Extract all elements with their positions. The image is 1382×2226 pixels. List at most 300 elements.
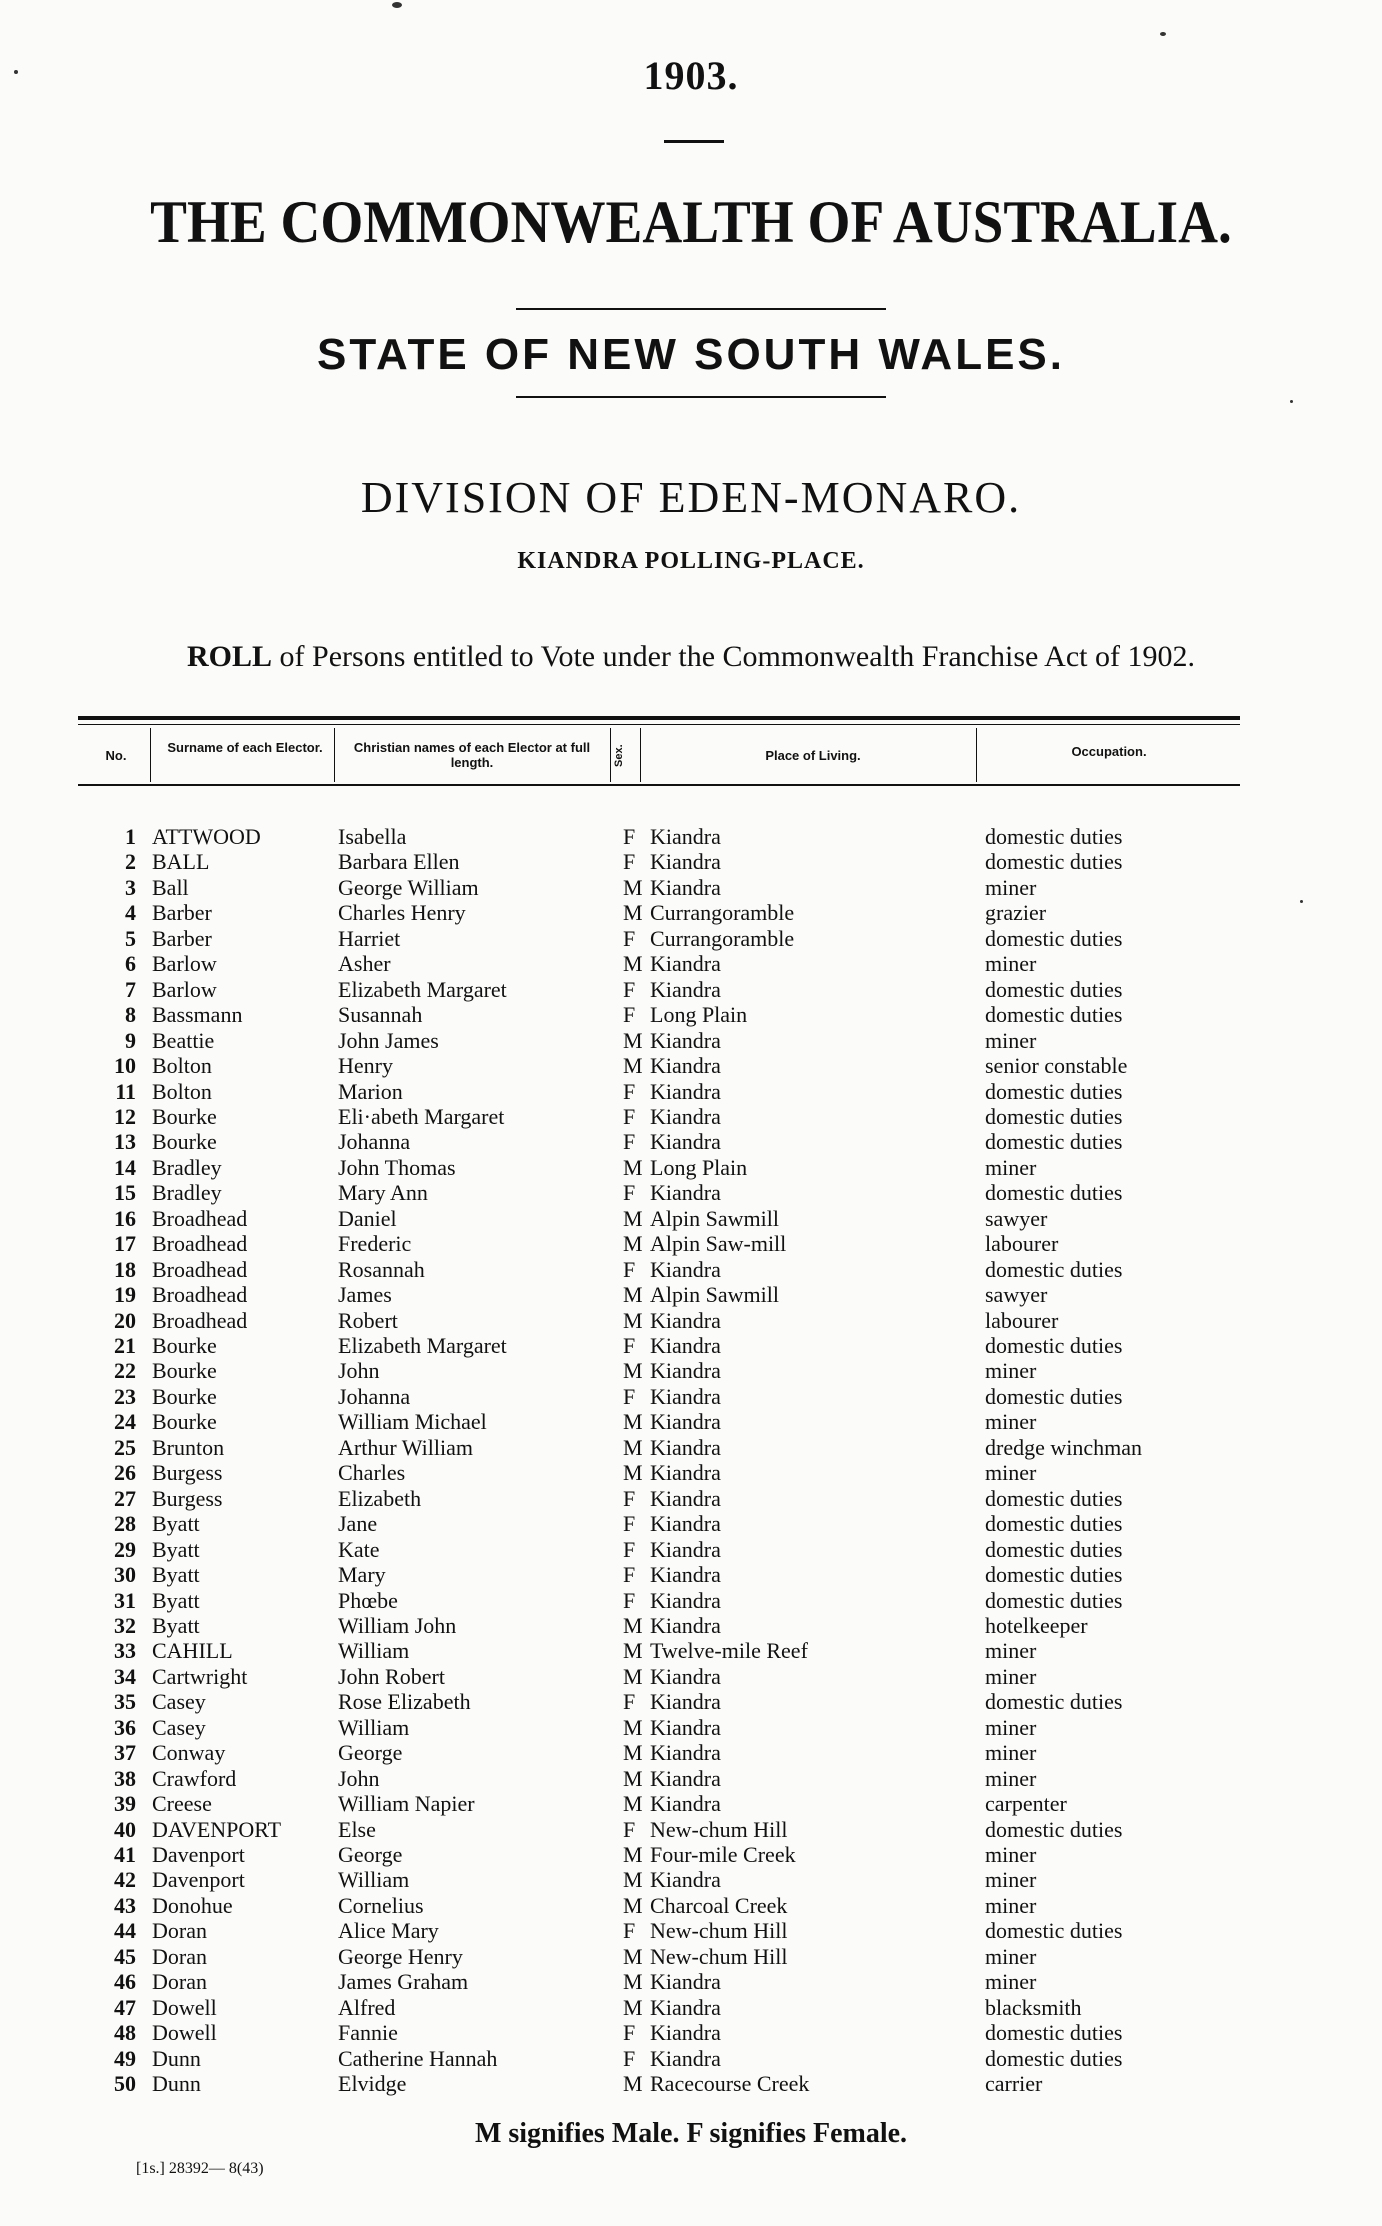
col-header-sex: Sex. bbox=[613, 744, 625, 768]
elector-christian-names: Jane bbox=[338, 1511, 378, 1537]
elector-number: 23 bbox=[114, 1383, 136, 1409]
elector-christian-names: Charles bbox=[338, 1460, 406, 1486]
elector-surname: Dowell bbox=[152, 1994, 217, 2020]
elector-place: Long Plain bbox=[650, 1002, 748, 1028]
elector-sex: F bbox=[623, 1256, 636, 1282]
table-row bbox=[0, 1562, 1382, 1587]
elector-sex: F bbox=[623, 2045, 636, 2071]
elector-surname: Crawford bbox=[152, 1765, 237, 1791]
elector-christian-names: Alice Mary bbox=[338, 1918, 439, 1944]
elector-sex: M bbox=[623, 1231, 643, 1257]
elector-occupation: domestic duties bbox=[985, 1103, 1123, 1129]
elector-surname: Bolton bbox=[152, 1053, 212, 1079]
elector-sex: F bbox=[623, 849, 636, 875]
elector-surname: Bourke bbox=[152, 1103, 217, 1129]
elector-sex: M bbox=[623, 1434, 643, 1460]
elector-surname: Broadhead bbox=[152, 1307, 248, 1333]
elector-christian-names: Johanna bbox=[338, 1129, 411, 1155]
elector-sex: F bbox=[623, 1485, 636, 1511]
elector-place: Kiandra bbox=[650, 1333, 721, 1358]
elector-place: Kiandra bbox=[650, 1460, 721, 1486]
table-row bbox=[0, 1155, 1382, 1180]
elector-place: Kiandra bbox=[650, 1689, 721, 1715]
polling-place-title: KIANDRA POLLING-PLACE. bbox=[517, 548, 865, 574]
elector-sex: F bbox=[623, 1689, 636, 1715]
elector-christian-names: Charles Henry bbox=[338, 900, 466, 926]
elector-occupation: domestic duties bbox=[985, 1536, 1123, 1562]
elector-number: 20 bbox=[114, 1307, 136, 1333]
elector-sex: F bbox=[623, 1562, 636, 1588]
elector-sex: M bbox=[623, 1409, 643, 1435]
elector-surname: Bolton bbox=[152, 1078, 212, 1104]
elector-number: 21 bbox=[114, 1333, 136, 1358]
elector-sex: M bbox=[623, 1638, 643, 1664]
elector-surname: Barber bbox=[152, 900, 212, 926]
elector-sex: M bbox=[623, 1460, 643, 1486]
commonwealth-title: THE COMMONWEALTH OF AUSTRALIA. bbox=[150, 189, 1232, 255]
elector-sex: M bbox=[623, 874, 643, 900]
table-row bbox=[0, 1409, 1382, 1434]
elector-surname: Broadhead bbox=[152, 1205, 248, 1231]
elector-surname: Creese bbox=[152, 1791, 212, 1817]
elector-christian-names: Phœbe bbox=[338, 1587, 398, 1613]
elector-surname: Byatt bbox=[152, 1536, 200, 1562]
elector-place: Kiandra bbox=[650, 824, 721, 849]
table-row bbox=[0, 926, 1382, 951]
elector-occupation: domestic duties bbox=[985, 976, 1123, 1002]
elector-christian-names: William Napier bbox=[338, 1791, 475, 1817]
elector-occupation: sawyer bbox=[985, 1205, 1048, 1231]
table-row bbox=[0, 1460, 1382, 1485]
elector-number: 37 bbox=[114, 1740, 136, 1766]
elector-surname: Bourke bbox=[152, 1358, 217, 1384]
elector-number: 11 bbox=[115, 1078, 136, 1104]
elector-christian-names: Marion bbox=[338, 1078, 403, 1104]
elector-occupation: domestic duties bbox=[985, 849, 1123, 875]
elector-occupation: domestic duties bbox=[985, 1816, 1123, 1842]
elector-place: Kiandra bbox=[650, 976, 721, 1002]
elector-surname: Burgess bbox=[152, 1485, 223, 1511]
elector-number: 19 bbox=[114, 1282, 136, 1308]
elector-occupation: miner bbox=[985, 1714, 1037, 1740]
elector-christian-names: Mary bbox=[338, 1562, 386, 1588]
elector-place: Kiandra bbox=[650, 2045, 721, 2071]
elector-christian-names: Isabella bbox=[338, 824, 407, 849]
elector-number: 7 bbox=[125, 976, 136, 1002]
elector-christian-names: George bbox=[338, 1842, 403, 1867]
elector-sex: F bbox=[623, 1816, 636, 1842]
elector-surname: Bradley bbox=[152, 1180, 222, 1206]
elector-place: Alpin Sawmill bbox=[650, 1282, 779, 1308]
elector-sex: M bbox=[623, 951, 643, 977]
elector-occupation: senior constable bbox=[985, 1053, 1128, 1079]
elector-sex: M bbox=[623, 1969, 643, 1995]
elector-occupation: domestic duties bbox=[985, 1383, 1123, 1409]
elector-place: Kiandra bbox=[650, 1485, 721, 1511]
table-row bbox=[0, 1358, 1382, 1383]
elector-occupation: carrier bbox=[985, 2071, 1043, 2097]
elector-sex: M bbox=[623, 1154, 643, 1180]
elector-surname: Bourke bbox=[152, 1383, 217, 1409]
table-row bbox=[0, 1588, 1382, 1613]
elector-number: 5 bbox=[125, 925, 136, 951]
elector-number: 30 bbox=[114, 1562, 136, 1588]
elector-surname: Bourke bbox=[152, 1409, 217, 1435]
col-divider bbox=[150, 728, 151, 782]
elector-surname: CAHILL bbox=[152, 1638, 233, 1664]
elector-place: Twelve-mile Reef bbox=[650, 1638, 808, 1664]
table-row bbox=[0, 1511, 1382, 1536]
elector-surname: Barlow bbox=[152, 951, 217, 977]
elector-sex: F bbox=[623, 925, 636, 951]
elector-christian-names: Elizabeth Margaret bbox=[338, 976, 507, 1002]
elector-surname: Beattie bbox=[152, 1027, 215, 1053]
elector-number: 18 bbox=[114, 1256, 136, 1282]
elector-christian-names: Arthur William bbox=[338, 1434, 473, 1460]
table-row bbox=[0, 977, 1382, 1002]
roll-description: of Persons entitled to Vote under the Commonwealth Franchise Act of 1902. bbox=[272, 640, 1195, 673]
elector-number: 47 bbox=[114, 1994, 136, 2020]
elector-occupation: domestic duties bbox=[985, 2020, 1123, 2046]
elector-number: 25 bbox=[114, 1434, 136, 1460]
elector-christian-names: William bbox=[338, 1867, 410, 1893]
elector-sex: F bbox=[623, 1103, 636, 1129]
elector-sex: M bbox=[623, 2071, 643, 2097]
table-top-rule-thin bbox=[78, 724, 1240, 725]
elector-number: 41 bbox=[114, 1842, 136, 1867]
elector-occupation: miner bbox=[985, 1969, 1037, 1995]
elector-place: Kiandra bbox=[650, 1129, 721, 1155]
elector-number: 48 bbox=[114, 2020, 136, 2046]
table-row bbox=[0, 1180, 1382, 1205]
elector-christian-names: John bbox=[338, 1765, 380, 1791]
elector-occupation: domestic duties bbox=[985, 1078, 1123, 1104]
elector-place: Kiandra bbox=[650, 1307, 721, 1333]
elector-occupation: miner bbox=[985, 1765, 1037, 1791]
table-row bbox=[0, 1384, 1382, 1409]
elector-place: Kiandra bbox=[650, 1027, 721, 1053]
elector-number: 13 bbox=[114, 1129, 136, 1155]
elector-sex: M bbox=[623, 1943, 643, 1969]
print-speck bbox=[392, 2, 402, 8]
elector-number: 2 bbox=[125, 849, 136, 875]
elector-place: Charcoal Creek bbox=[650, 1892, 788, 1918]
elector-occupation: hotelkeeper bbox=[985, 1612, 1088, 1638]
elector-place: Kiandra bbox=[650, 1791, 721, 1817]
elector-surname: Bassmann bbox=[152, 1002, 243, 1028]
elector-christian-names: Rose Elizabeth bbox=[338, 1689, 471, 1715]
elector-sex: M bbox=[623, 1867, 643, 1893]
elector-sex: F bbox=[623, 1383, 636, 1409]
table-row bbox=[0, 1740, 1382, 1765]
elector-surname: Bradley bbox=[152, 1154, 222, 1180]
year-rule bbox=[664, 140, 724, 143]
elector-surname: Casey bbox=[152, 1714, 206, 1740]
elector-place: Kiandra bbox=[650, 1358, 721, 1384]
elector-occupation: domestic duties bbox=[985, 824, 1123, 849]
table-row bbox=[0, 1893, 1382, 1918]
elector-surname: Byatt bbox=[152, 1587, 200, 1613]
table-row bbox=[0, 1995, 1382, 2020]
elector-number: 34 bbox=[114, 1663, 136, 1689]
elector-number: 40 bbox=[114, 1816, 136, 1842]
elector-number: 46 bbox=[114, 1969, 136, 1995]
elector-christian-names: Elizabeth Margaret bbox=[338, 1333, 507, 1358]
elector-surname: BALL bbox=[152, 849, 210, 875]
elector-place: Long Plain bbox=[650, 1154, 748, 1180]
elector-occupation: labourer bbox=[985, 1231, 1059, 1257]
elector-place: Kiandra bbox=[650, 1612, 721, 1638]
elector-christian-names: George Henry bbox=[338, 1943, 463, 1969]
elector-surname: Byatt bbox=[152, 1612, 200, 1638]
elector-number: 16 bbox=[114, 1205, 136, 1231]
elector-christian-names: Daniel bbox=[338, 1205, 397, 1231]
table-row bbox=[0, 1638, 1382, 1663]
elector-occupation: miner bbox=[985, 1867, 1037, 1893]
elector-christian-names: John Thomas bbox=[338, 1154, 456, 1180]
elector-sex: M bbox=[623, 1612, 643, 1638]
elector-sex: F bbox=[623, 2020, 636, 2046]
elector-sex: M bbox=[623, 1994, 643, 2020]
elector-sex: F bbox=[623, 1918, 636, 1944]
elector-place: Kiandra bbox=[650, 874, 721, 900]
elector-occupation: miner bbox=[985, 1638, 1037, 1664]
elector-occupation: domestic duties bbox=[985, 1562, 1123, 1588]
elector-christian-names: William bbox=[338, 1714, 410, 1740]
elector-occupation: domestic duties bbox=[985, 925, 1123, 951]
table-row bbox=[0, 1104, 1382, 1129]
table-top-rule bbox=[78, 716, 1240, 720]
print-speck bbox=[14, 70, 18, 74]
elector-sex: F bbox=[623, 1587, 636, 1613]
elector-surname: Barlow bbox=[152, 976, 217, 1002]
elector-surname: Bourke bbox=[152, 1129, 217, 1155]
elector-number: 50 bbox=[114, 2071, 136, 2097]
elector-occupation: blacksmith bbox=[985, 1994, 1082, 2020]
elector-number: 32 bbox=[114, 1612, 136, 1638]
elector-occupation: domestic duties bbox=[985, 1180, 1123, 1206]
elector-number: 28 bbox=[114, 1511, 136, 1537]
elector-surname: Bourke bbox=[152, 1333, 217, 1358]
table-row bbox=[0, 1282, 1382, 1307]
elector-number: 6 bbox=[125, 951, 136, 977]
elector-occupation: grazier bbox=[985, 900, 1047, 926]
table-row bbox=[0, 1537, 1382, 1562]
roll-title bbox=[0, 640, 1382, 674]
col-header-no: No. bbox=[105, 748, 127, 763]
elector-number: 35 bbox=[114, 1689, 136, 1715]
elector-place: Kiandra bbox=[650, 1383, 721, 1409]
elector-place: Racecourse Creek bbox=[650, 2071, 810, 2097]
elector-place: Kiandra bbox=[650, 1180, 721, 1206]
elector-occupation: miner bbox=[985, 1740, 1037, 1766]
elector-occupation: domestic duties bbox=[985, 1485, 1123, 1511]
elector-christian-names: William bbox=[338, 1638, 410, 1664]
elector-place: Kiandra bbox=[650, 1969, 721, 1995]
elector-place: Kiandra bbox=[650, 951, 721, 977]
elector-occupation: domestic duties bbox=[985, 1002, 1123, 1028]
table-row bbox=[0, 1689, 1382, 1714]
elector-sex: F bbox=[623, 824, 636, 849]
elector-christian-names: Alfred bbox=[338, 1994, 396, 2020]
division-title: DIVISION OF EDEN-MONARO. bbox=[360, 473, 1022, 522]
elector-place: Kiandra bbox=[650, 1409, 721, 1435]
table-row bbox=[0, 951, 1382, 976]
elector-number: 3 bbox=[125, 874, 136, 900]
elector-occupation: miner bbox=[985, 951, 1037, 977]
table-row bbox=[0, 1664, 1382, 1689]
table-row bbox=[0, 1613, 1382, 1638]
elector-christian-names: Elizabeth bbox=[338, 1485, 422, 1511]
elector-surname: Dowell bbox=[152, 2020, 217, 2046]
table-row bbox=[0, 1766, 1382, 1791]
elector-number: 49 bbox=[114, 2045, 136, 2071]
table-row bbox=[0, 1918, 1382, 1943]
elector-occupation: domestic duties bbox=[985, 1129, 1123, 1155]
table-row bbox=[0, 1715, 1382, 1740]
elector-sex: M bbox=[623, 1205, 643, 1231]
elector-sex: F bbox=[623, 1511, 636, 1537]
elector-number: 24 bbox=[114, 1409, 136, 1435]
elector-surname: ATTWOOD bbox=[152, 824, 261, 849]
print-speck bbox=[1300, 900, 1303, 903]
table-row bbox=[0, 1079, 1382, 1104]
elector-place: Kiandra bbox=[650, 1053, 721, 1079]
elector-place: Kiandra bbox=[650, 1714, 721, 1740]
elector-christian-names: George William bbox=[338, 874, 479, 900]
table-row bbox=[0, 1028, 1382, 1053]
elector-number: 38 bbox=[114, 1765, 136, 1791]
elector-place: Kiandra bbox=[650, 1587, 721, 1613]
elector-sex: M bbox=[623, 1282, 643, 1308]
elector-place: Alpin Saw-mill bbox=[650, 1231, 787, 1257]
elector-occupation: miner bbox=[985, 1943, 1037, 1969]
title-rule bbox=[516, 308, 886, 310]
elector-surname: Doran bbox=[152, 1969, 207, 1995]
elector-occupation: domestic duties bbox=[985, 1511, 1123, 1537]
state-title: STATE OF NEW SOUTH WALES. bbox=[316, 330, 1066, 379]
elector-place: Currangoramble bbox=[650, 900, 795, 926]
elector-occupation: domestic duties bbox=[985, 1587, 1123, 1613]
elector-sex: F bbox=[623, 1536, 636, 1562]
elector-occupation: miner bbox=[985, 1409, 1037, 1435]
elector-occupation: domestic duties bbox=[985, 1256, 1123, 1282]
roll-word: ROLL bbox=[187, 640, 273, 673]
elector-sex: M bbox=[623, 900, 643, 926]
elector-sex: M bbox=[623, 1358, 643, 1384]
sex-legend: M signifies Male. F signifies Female. bbox=[474, 2118, 908, 2149]
elector-christian-names: Catherine Hannah bbox=[338, 2045, 498, 2071]
elector-sex: F bbox=[623, 1002, 636, 1028]
elector-sex: F bbox=[623, 1180, 636, 1206]
elector-occupation: carpenter bbox=[985, 1791, 1067, 1817]
elector-number: 4 bbox=[125, 900, 136, 926]
elector-christian-names: Else bbox=[338, 1816, 376, 1842]
elector-surname: Burgess bbox=[152, 1460, 223, 1486]
elector-christian-names: John Robert bbox=[338, 1663, 445, 1689]
elector-christian-names: Barbara Ellen bbox=[338, 849, 460, 875]
elector-place: Kiandra bbox=[650, 1511, 721, 1537]
elector-place: Kiandra bbox=[650, 1663, 721, 1689]
elector-surname: Ball bbox=[152, 874, 189, 900]
elector-sex: M bbox=[623, 1714, 643, 1740]
elector-christian-names: George bbox=[338, 1740, 403, 1766]
elector-surname: Casey bbox=[152, 1689, 206, 1715]
elector-place: New-chum Hill bbox=[650, 1918, 788, 1944]
elector-surname: Davenport bbox=[152, 1867, 245, 1893]
elector-surname: Conway bbox=[152, 1740, 226, 1766]
elector-occupation: miner bbox=[985, 1842, 1037, 1867]
col-header-occupation: Occupation. bbox=[1071, 744, 1147, 759]
print-speck bbox=[1290, 400, 1293, 403]
print-speck bbox=[1160, 32, 1166, 36]
elector-number: 36 bbox=[114, 1714, 136, 1740]
elector-surname: Dunn bbox=[152, 2071, 201, 2097]
elector-surname: Donohue bbox=[152, 1892, 233, 1918]
table-row bbox=[0, 1842, 1382, 1867]
elector-occupation: domestic duties bbox=[985, 1918, 1123, 1944]
elector-sex: M bbox=[623, 1791, 643, 1817]
elector-place: Kiandra bbox=[650, 1867, 721, 1893]
elector-place: New-chum Hill bbox=[650, 1943, 788, 1969]
elector-surname: DAVENPORT bbox=[152, 1816, 282, 1842]
elector-number: 27 bbox=[114, 1485, 136, 1511]
elector-christian-names: Eli·abeth Margaret bbox=[338, 1103, 505, 1129]
table-row bbox=[0, 1129, 1382, 1154]
elector-sex: F bbox=[623, 1333, 636, 1358]
elector-place: Kiandra bbox=[650, 1078, 721, 1104]
elector-christian-names: James Graham bbox=[338, 1969, 469, 1995]
table-row bbox=[0, 1206, 1382, 1231]
elector-occupation: labourer bbox=[985, 1307, 1059, 1333]
elector-christian-names: Rosannah bbox=[338, 1256, 425, 1282]
elector-place: Kiandra bbox=[650, 1562, 721, 1588]
elector-surname: Doran bbox=[152, 1918, 207, 1944]
elector-surname: Davenport bbox=[152, 1842, 245, 1867]
table-row bbox=[0, 1817, 1382, 1842]
elector-christian-names: Henry bbox=[338, 1053, 393, 1079]
table-row bbox=[0, 824, 1382, 849]
table-row bbox=[0, 1969, 1382, 1994]
elector-number: 9 bbox=[125, 1027, 136, 1053]
elector-number: 12 bbox=[114, 1103, 136, 1129]
elector-surname: Byatt bbox=[152, 1511, 200, 1537]
table-row bbox=[0, 1257, 1382, 1282]
elector-number: 14 bbox=[114, 1154, 136, 1180]
table-row bbox=[0, 2020, 1382, 2045]
elector-sex: F bbox=[623, 1078, 636, 1104]
col-divider bbox=[976, 728, 977, 782]
elector-place: Kiandra bbox=[650, 1740, 721, 1766]
table-row bbox=[0, 1486, 1382, 1511]
elector-number: 1 bbox=[125, 824, 136, 849]
table-row bbox=[0, 1002, 1382, 1027]
elector-christian-names: Susannah bbox=[338, 1002, 423, 1028]
elector-number: 26 bbox=[114, 1460, 136, 1486]
table-header-rule bbox=[78, 784, 1240, 786]
elector-number: 31 bbox=[114, 1587, 136, 1613]
elector-sex: M bbox=[623, 1740, 643, 1766]
elector-christian-names: Harriet bbox=[338, 925, 401, 951]
elector-surname: Byatt bbox=[152, 1562, 200, 1588]
table-row bbox=[0, 1231, 1382, 1256]
print-code: [1s.] 28392— 8(43) bbox=[136, 2160, 264, 2177]
elector-sex: M bbox=[623, 1027, 643, 1053]
elector-occupation: domestic duties bbox=[985, 2045, 1123, 2071]
table-row bbox=[0, 875, 1382, 900]
elector-christian-names: Fannie bbox=[338, 2020, 398, 2046]
table-row bbox=[0, 900, 1382, 925]
